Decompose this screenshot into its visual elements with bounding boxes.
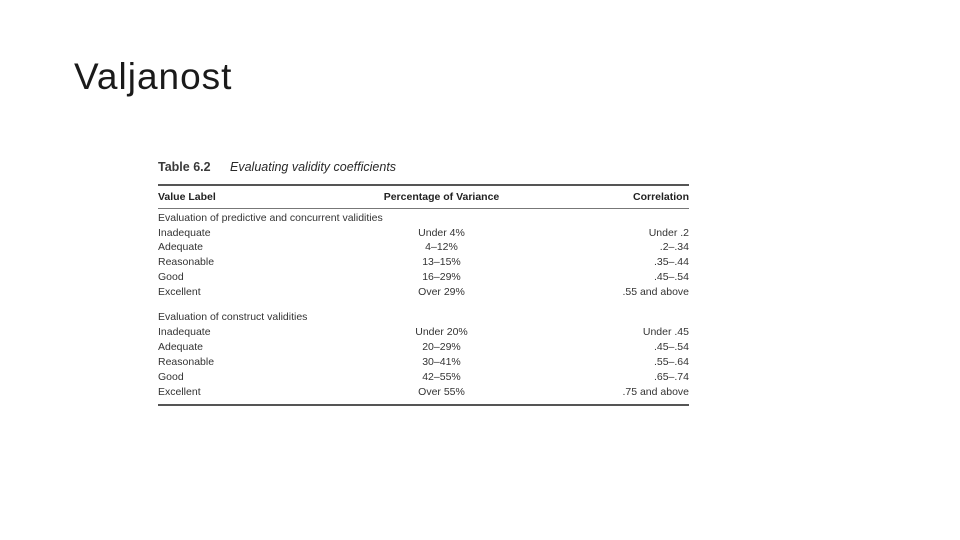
cell-correlation: .55–.64 — [653, 356, 689, 369]
cell-correlation: .35–.44 — [653, 256, 689, 269]
cell-value-label: Excellent — [158, 285, 201, 298]
table-row — [158, 370, 689, 385]
table-figure — [158, 160, 689, 406]
cell-percentage: Over 29% — [418, 285, 465, 298]
table-caption-text: Evaluating validity coefficients — [230, 160, 397, 174]
bottom-rule — [158, 404, 689, 406]
cell-percentage: 20–29% — [422, 341, 461, 354]
cell-value-label: Adequate — [158, 241, 203, 254]
section-gap — [158, 299, 689, 308]
table-row — [158, 255, 689, 270]
table-header-row — [158, 186, 689, 208]
cell-value-label: Reasonable — [158, 256, 215, 269]
table-caption — [158, 160, 689, 180]
cell-correlation: .55 and above — [622, 285, 689, 298]
cell-value-label: Excellent — [158, 385, 201, 398]
cell-correlation: .45–.54 — [653, 270, 689, 283]
cell-percentage: 16–29% — [422, 270, 461, 283]
cell-percentage: 30–41% — [422, 356, 461, 369]
cell-percentage: 42–55% — [422, 370, 461, 383]
cell-percentage: 13–15% — [422, 256, 461, 269]
table-row — [158, 340, 689, 355]
section-title: Evaluation of construct validities — [158, 311, 308, 324]
cell-value-label: Good — [158, 370, 184, 383]
slide-title: Valjanost — [74, 56, 233, 97]
cell-correlation: .2–.34 — [659, 241, 689, 254]
cell-value-label: Good — [158, 270, 184, 283]
cell-correlation: .45–.54 — [653, 341, 689, 354]
cell-percentage: 4–12% — [425, 241, 458, 254]
cell-correlation: .75 and above — [622, 385, 689, 398]
table-number: Table 6.2 — [158, 160, 211, 174]
table-section-construct — [158, 310, 689, 399]
cell-value-label: Adequate — [158, 341, 203, 354]
cell-percentage: Under 20% — [415, 326, 468, 339]
cell-percentage: Under 4% — [418, 226, 465, 239]
table-row — [158, 325, 689, 340]
header-correlation: Correlation — [632, 190, 689, 203]
table-section-predictive — [158, 211, 689, 300]
table-row — [158, 385, 689, 400]
header-rule — [158, 208, 689, 209]
table-row — [158, 226, 689, 241]
table-row — [158, 270, 689, 285]
cell-correlation: .65–.74 — [653, 370, 689, 383]
cell-value-label: Reasonable — [158, 356, 215, 369]
header-percentage-of-variance: Percentage of Variance — [383, 190, 500, 203]
cell-percentage: Over 55% — [418, 385, 465, 398]
cell-value-label: Inadequate — [158, 326, 211, 339]
table-row — [158, 355, 689, 370]
cell-value-label: Inadequate — [158, 226, 211, 239]
table-row — [158, 285, 689, 300]
table-row — [158, 240, 689, 255]
header-value-label: Value Label — [158, 190, 216, 203]
section-title: Evaluation of predictive and concurrent validities — [158, 211, 383, 224]
cell-correlation: Under .2 — [648, 226, 689, 239]
cell-correlation: Under .45 — [642, 326, 689, 339]
